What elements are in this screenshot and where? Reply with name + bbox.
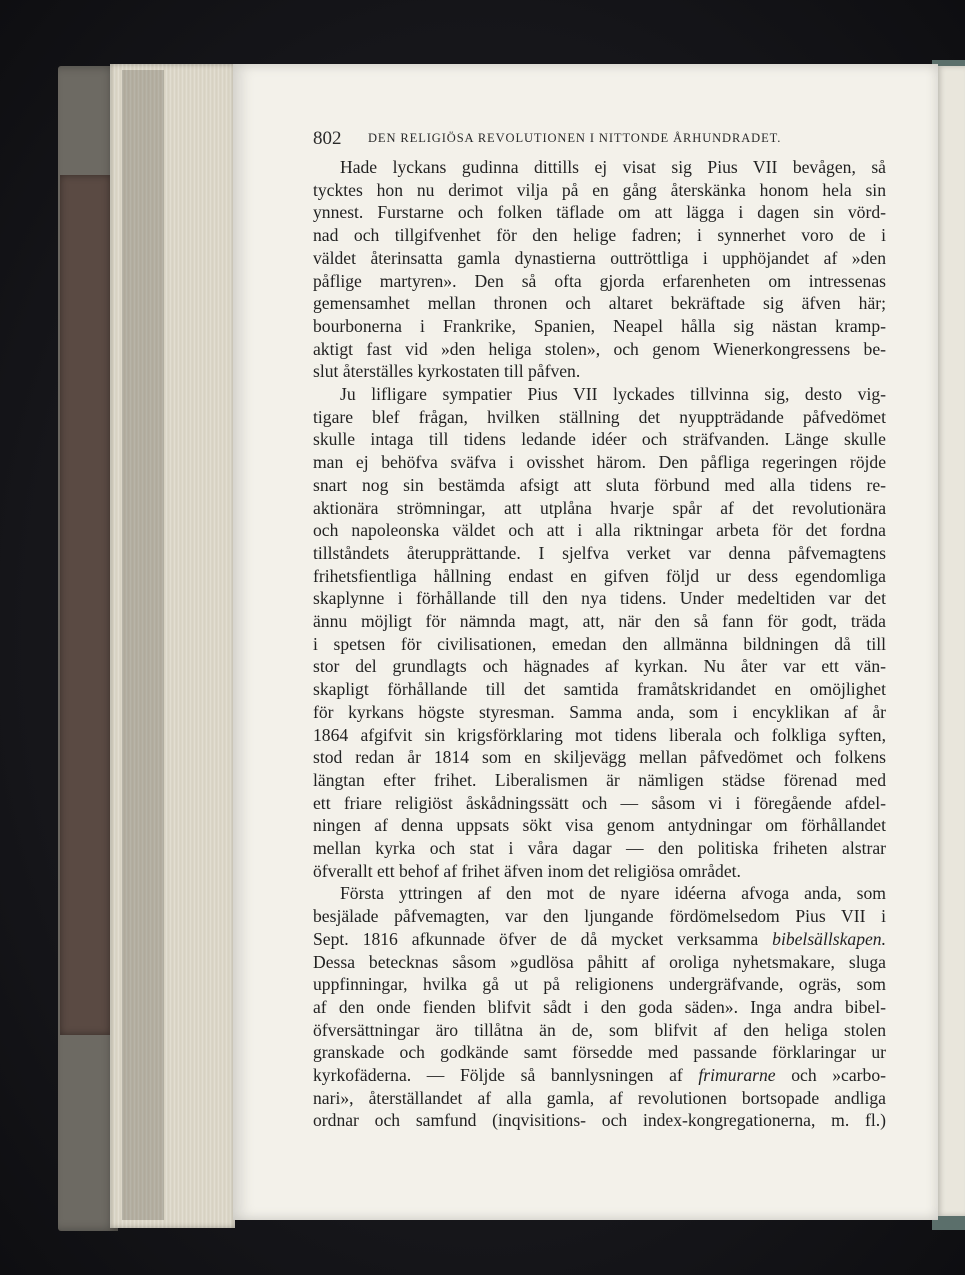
text-line: tigare blef frågan, hvilken ställning det nyuppträdande påfvedömet (313, 406, 886, 427)
text-line: bourbonerna i Frankrike, Spanien, Neapel hålla sig nästan kramp- (313, 315, 886, 336)
text-line: kyrkofäderna. — Följde så bannlysningen af frimurarne och »carbo- (313, 1065, 886, 1085)
text-line: stor del grundlagts och hägnades af kyrkan. Nu åter var ett vän- (313, 656, 886, 677)
text-line: tycktes hon nu derimot vilja på en gång återskänka honom hela sin (313, 179, 886, 200)
text-line: skapligt förhållande till det samtida framåtskridandet en omöjlighet (313, 679, 886, 700)
text-line: 1864 afgifvit sin krigsförklaring mot tidens liberala och folkliga syften, (313, 724, 886, 745)
text-line: skulle intaga till tidens ledande idéer och sträfvanden. Länge skulle (313, 429, 886, 450)
text-line: Första yttringen af den mot de nyare idéerna afvoga anda, som (340, 883, 886, 904)
book-cover-leather (60, 175, 110, 1035)
text-line: uppfinningar, hvilka gå ut på religionens undergräfvande, ogräs, som (313, 974, 886, 995)
text-line: nari», återställandet af alla gamla, af revolutionen bortsopade andliga (313, 1087, 886, 1108)
text-line: för kyrkans högste styresman. Samma anda, som i encyklikan af år (313, 701, 886, 722)
emphasis-text: frimurarne (698, 1065, 776, 1085)
text-line: frihetsfientliga hållning endast en gifven följd ur dess egendomliga (313, 565, 886, 586)
text-line: och napoleonska väldet och att i alla riktningar arbeta för det fordna (313, 520, 886, 541)
text-line: man ej behöfva sväfva i ovisshet härom. Den påfliga regeringen röjde (313, 452, 886, 473)
text-line: öfversättningar äro tillåtna än de, som blifvit af den heliga stolen (313, 1019, 886, 1040)
page-number: 802 (313, 128, 342, 149)
text-line: längtan efter frihet. Liberalismen är nämligen städse förenad med (313, 769, 886, 790)
facing-page-edge (936, 66, 965, 1216)
text-line: skaplynne i förhållande till den nya tidens. Under medeltiden var det (313, 588, 886, 609)
text-line: gemensamhet mellan thronen och altaret bekräftade sig äfven här; (313, 293, 886, 314)
text-line: påflige martyren». Den så ofta gjorda erfarenheten om intressenas (313, 270, 886, 291)
text-line: Ju lifligare sympatier Pius VII lyckades tillvinna sig, desto vig- (340, 384, 886, 404)
text-line: tillståndets återupprättande. I sjelfva verket var denna påfvemagtens (313, 542, 886, 563)
text-line: ett friare religiöst åskådningssätt och — såsom vi i föregående afdel- (313, 792, 886, 813)
text-line: öfverallt ett behof af frihet äfven inom det religiösa området. (313, 860, 741, 881)
text-line: stod redan år 1814 som en skiljevägg mellan påfvedömet och folkens (313, 747, 886, 768)
text-line: ännu möjligt för nämnda magt, att, när den så fann för godt, träda (313, 611, 886, 631)
page-block-shadow (122, 70, 164, 1220)
text-line: ordnar och samfund (inqvisitions- och index-kongregationerna, m. fl.) (313, 1110, 886, 1131)
text-line: granskade och godkände samt försedde med passande förklaringar ur (313, 1042, 886, 1063)
text-line: mellan kyrka och stat i våra dagar — den politiska friheten alstrar (313, 838, 886, 858)
text-line: aktigt fast vid »den heliga stolen», och genom Wienerkongressens be- (313, 338, 886, 359)
text-line: väldet återinsatta gamla dynastierna outtröttliga i upphöjandet af »den (313, 247, 886, 268)
text-line: Sept. 1816 afkunnade öfver de då mycket verksamma bibelsällskapen. (313, 928, 886, 949)
text-line: besjälade påfvemagten, var den ljungande fördömelsedom Pius VII i (313, 906, 886, 927)
text-line: ynnest. Furstarne och folken täflade om att lägga i dagen sin vörd- (313, 202, 886, 223)
text-line: Hade lyckans gudinna dittills ej visat sig Pius VII bevågen, så (340, 157, 886, 177)
text-line: nad och tillgifvenhet för den helige fadren; i synnerhet voro de i (313, 225, 886, 246)
text-line: Dessa betecknas såsom »gudlösa påhitt af oroliga nyhetsmakare, sluga (313, 951, 886, 972)
text-line: slut återställes kyrkostaten till påfven. (313, 361, 581, 382)
text-line: af den onde fienden blifvit sådt i den goda säden». Inga andra bibel- (313, 996, 886, 1017)
running-head: DEN RELIGIÖSA REVOLUTIONEN I NITTONDE ÅRHUNDRADET. (368, 131, 782, 145)
emphasis-text: bibelsällskapen. (772, 928, 886, 949)
text-line: ningen af denna uppsats sökt visa genom antydningar om förhållandet (313, 815, 886, 836)
text-line: i spetsen för civilisationen, emedan den allmänna bildningen då till (313, 633, 886, 654)
text-line: snart nog sin bestämda afsigt att sluta förbund med alla tidens re- (313, 474, 886, 495)
text-line: aktionära strömningar, att utplåna hvarje spår af det revolutionära (313, 497, 886, 518)
